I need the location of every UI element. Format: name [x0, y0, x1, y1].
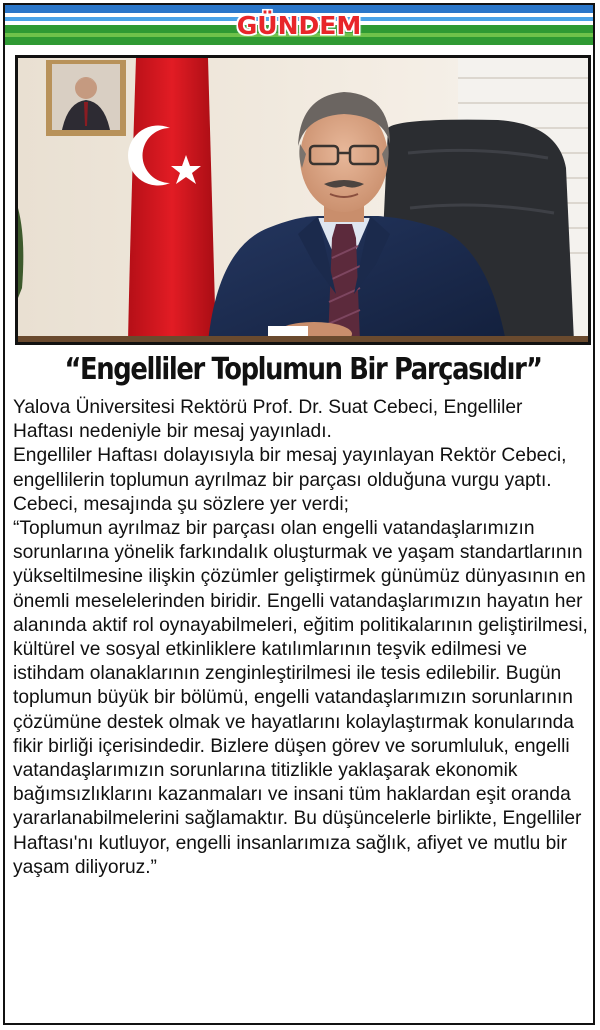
article-photo: [15, 55, 591, 345]
article-paragraph: Engelliler Haftası dolayısıyla bir mesaj yayınlayan Rektör Cebeci, engellilerin toplumun ayrılmaz bir parçası olduğuna vurgu yaptı. Cebeci, mesajında şu sözlere yer verdi;: [13, 445, 567, 515]
article-paragraph: “Toplumun ayrılmaz bir parçası olan engelli vatandaşlarımızın sorunlarına yönelik farkındalık oluşturmak ve yaşam standartlarının yükseltilmesine ilişkin çözümler geliştirmek günümüz dünyasının en önemli meselelerinden biridir. Engelli vatandaşlarımızın hayatın her alanında aktif rol oynayabilmeleri, eğitim politikalarının geliştirilmesi, kültürel ve sosyal etkinliklere katılımlarının teşvik edilmesi ve istihdam olanaklarının zenginleştirilmesi ile tesis edilebilir. Bugün toplumun büyük bir bölümü, engelli vatandaşlarımızın sorunlarının çözümüne destek olmak ve hayatlarını kolaylaştırmak konularında fikir birliği içerisindedir. Bizlere düşen görev ve sorumluluk, engelli vatandaşlarımızın sorunlarına titizlikle yaklaşarak ekonomik bağımsızlıklarını kazanmaları ve insani tüm haklardan eşit oranda yararlanabilmelerini sağlamaktır. Bu düşüncelerle birlikte, Engelliler Haftası'nı kutluyor, engelli insanlarımıza sağlık, afiyet ve mutlu bir yaşam diliyoruz.”: [13, 518, 588, 878]
rector-portrait-illustration: [18, 58, 588, 342]
section-header-bar: [5, 5, 593, 45]
section-label: GÜNDEM: [236, 11, 362, 40]
news-clipping: [3, 3, 595, 1025]
article-body: [13, 396, 588, 880]
article-headline: “Engelliler Toplumun Bir Parçasıdır”: [64, 352, 542, 387]
article-paragraph: Yalova Üniversitesi Rektörü Prof. Dr. Suat Cebeci, Engelliler Haftası nedeniyle bir mesaj yayınladı.: [13, 397, 523, 443]
